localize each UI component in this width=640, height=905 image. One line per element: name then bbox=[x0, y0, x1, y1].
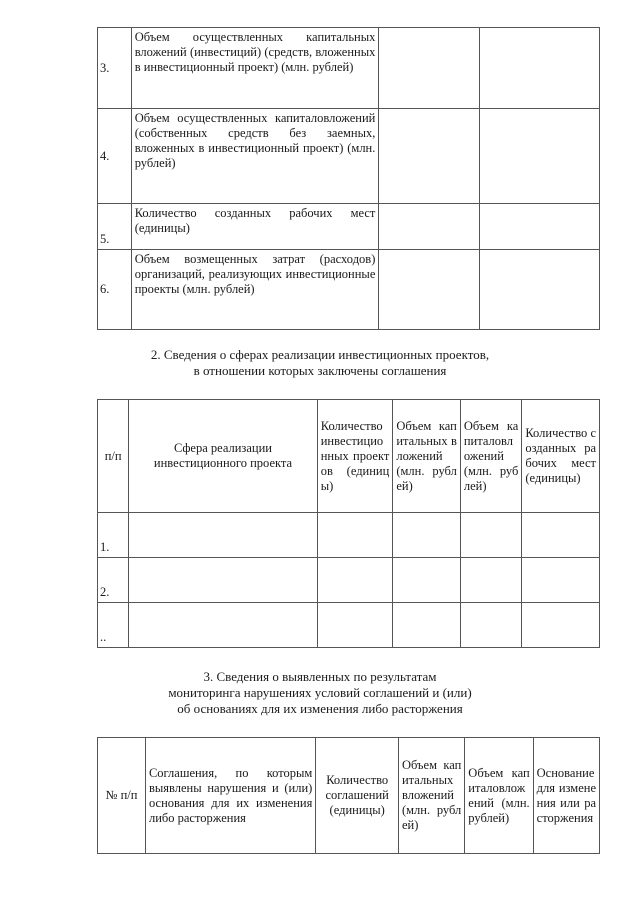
value-cell bbox=[129, 558, 318, 603]
value-cell bbox=[522, 603, 600, 648]
col-header-capital-investment: Объем капитальных вложений (млн. рублей) bbox=[393, 400, 461, 513]
table-row bbox=[98, 28, 600, 109]
col-header-project-count: Количество инвестиционных проектов (единицы) bbox=[317, 400, 393, 513]
value-cell bbox=[317, 603, 393, 648]
table-row bbox=[98, 250, 600, 330]
row-number: 2. bbox=[98, 558, 129, 603]
section-3-title bbox=[0, 669, 640, 717]
section-2-title-line: 2. Сведения о сферах реализации инвестиционных проектов, bbox=[150, 347, 490, 362]
section-2-title-line: в отношении которых заключены соглашения bbox=[193, 363, 447, 378]
value-cell bbox=[460, 603, 521, 648]
header-row bbox=[98, 400, 600, 513]
value-cell bbox=[522, 513, 600, 558]
col-header-grounds: Основание для изменения или расторжения bbox=[533, 738, 599, 854]
section-3-title-line: 3. Сведения о выявленных по результатам bbox=[203, 669, 437, 684]
row-number: 1. bbox=[98, 513, 129, 558]
value-cell bbox=[317, 558, 393, 603]
row-text: Объем осуществленных капиталовложений (собственных средств без заемных, вложенных в инвестиционный проект) (млн. рублей) bbox=[131, 109, 379, 204]
value-cell bbox=[379, 204, 479, 250]
value-cell bbox=[379, 28, 479, 109]
value-cell bbox=[479, 109, 599, 204]
indicators-table bbox=[97, 27, 600, 330]
col-header-number: № п/п bbox=[98, 738, 146, 854]
value-cell bbox=[379, 250, 479, 330]
spheres-table bbox=[97, 399, 600, 648]
value-cell bbox=[479, 250, 599, 330]
value-cell bbox=[479, 204, 599, 250]
table-row bbox=[98, 109, 600, 204]
row-text: Объем возмещенных затрат (расходов) организаций, реализующих инвестиционные проекты (млн. рублей) bbox=[131, 250, 379, 330]
value-cell bbox=[379, 109, 479, 204]
table-row bbox=[98, 603, 600, 648]
value-cell bbox=[393, 513, 461, 558]
col-header-number: п/п bbox=[98, 400, 129, 513]
header-row bbox=[98, 738, 600, 854]
section-3-title-line: мониторинга нарушениях условий соглашений и (или) bbox=[168, 685, 472, 700]
value-cell bbox=[393, 603, 461, 648]
value-cell bbox=[317, 513, 393, 558]
value-cell bbox=[522, 558, 600, 603]
table-row bbox=[98, 204, 600, 250]
value-cell bbox=[393, 558, 461, 603]
section-2-title bbox=[0, 347, 640, 379]
col-header-capital-investments: Объем капиталовложений (млн. рублей) bbox=[460, 400, 521, 513]
row-text: Объем осуществленных капитальных вложений (инвестиций) (средств, вложенных в инвестиционный проект) (млн. рублей) bbox=[131, 28, 379, 109]
value-cell bbox=[479, 28, 599, 109]
row-number: 3. bbox=[98, 28, 132, 109]
row-number: 5. bbox=[98, 204, 132, 250]
col-header-capital-investments: Объем капиталовложений (млн. рублей) bbox=[465, 738, 533, 854]
col-header-jobs-created: Количество созданных рабочих мест (единицы) bbox=[522, 400, 600, 513]
value-cell bbox=[129, 513, 318, 558]
col-header-agreement-count: Количество соглашений (единицы) bbox=[316, 738, 399, 854]
col-header-agreements: Соглашения, по которым выявлены нарушения и (или) основания для их изменения либо расторжения bbox=[145, 738, 315, 854]
row-number: 4. bbox=[98, 109, 132, 204]
table-row bbox=[98, 513, 600, 558]
value-cell bbox=[129, 603, 318, 648]
section-3-title-line: об основаниях для их изменения либо расторжения bbox=[177, 701, 463, 716]
value-cell bbox=[460, 513, 521, 558]
row-text: Количество созданных рабочих мест (единицы) bbox=[131, 204, 379, 250]
col-header-sphere: Сфера реализации инвестиционного проекта bbox=[129, 400, 318, 513]
table-row bbox=[98, 558, 600, 603]
value-cell bbox=[460, 558, 521, 603]
row-number: 6. bbox=[98, 250, 132, 330]
row-number: .. bbox=[98, 603, 129, 648]
col-header-capital-investment: Объем капитальных вложений (млн. рублей) bbox=[398, 738, 464, 854]
violations-table bbox=[97, 737, 600, 854]
